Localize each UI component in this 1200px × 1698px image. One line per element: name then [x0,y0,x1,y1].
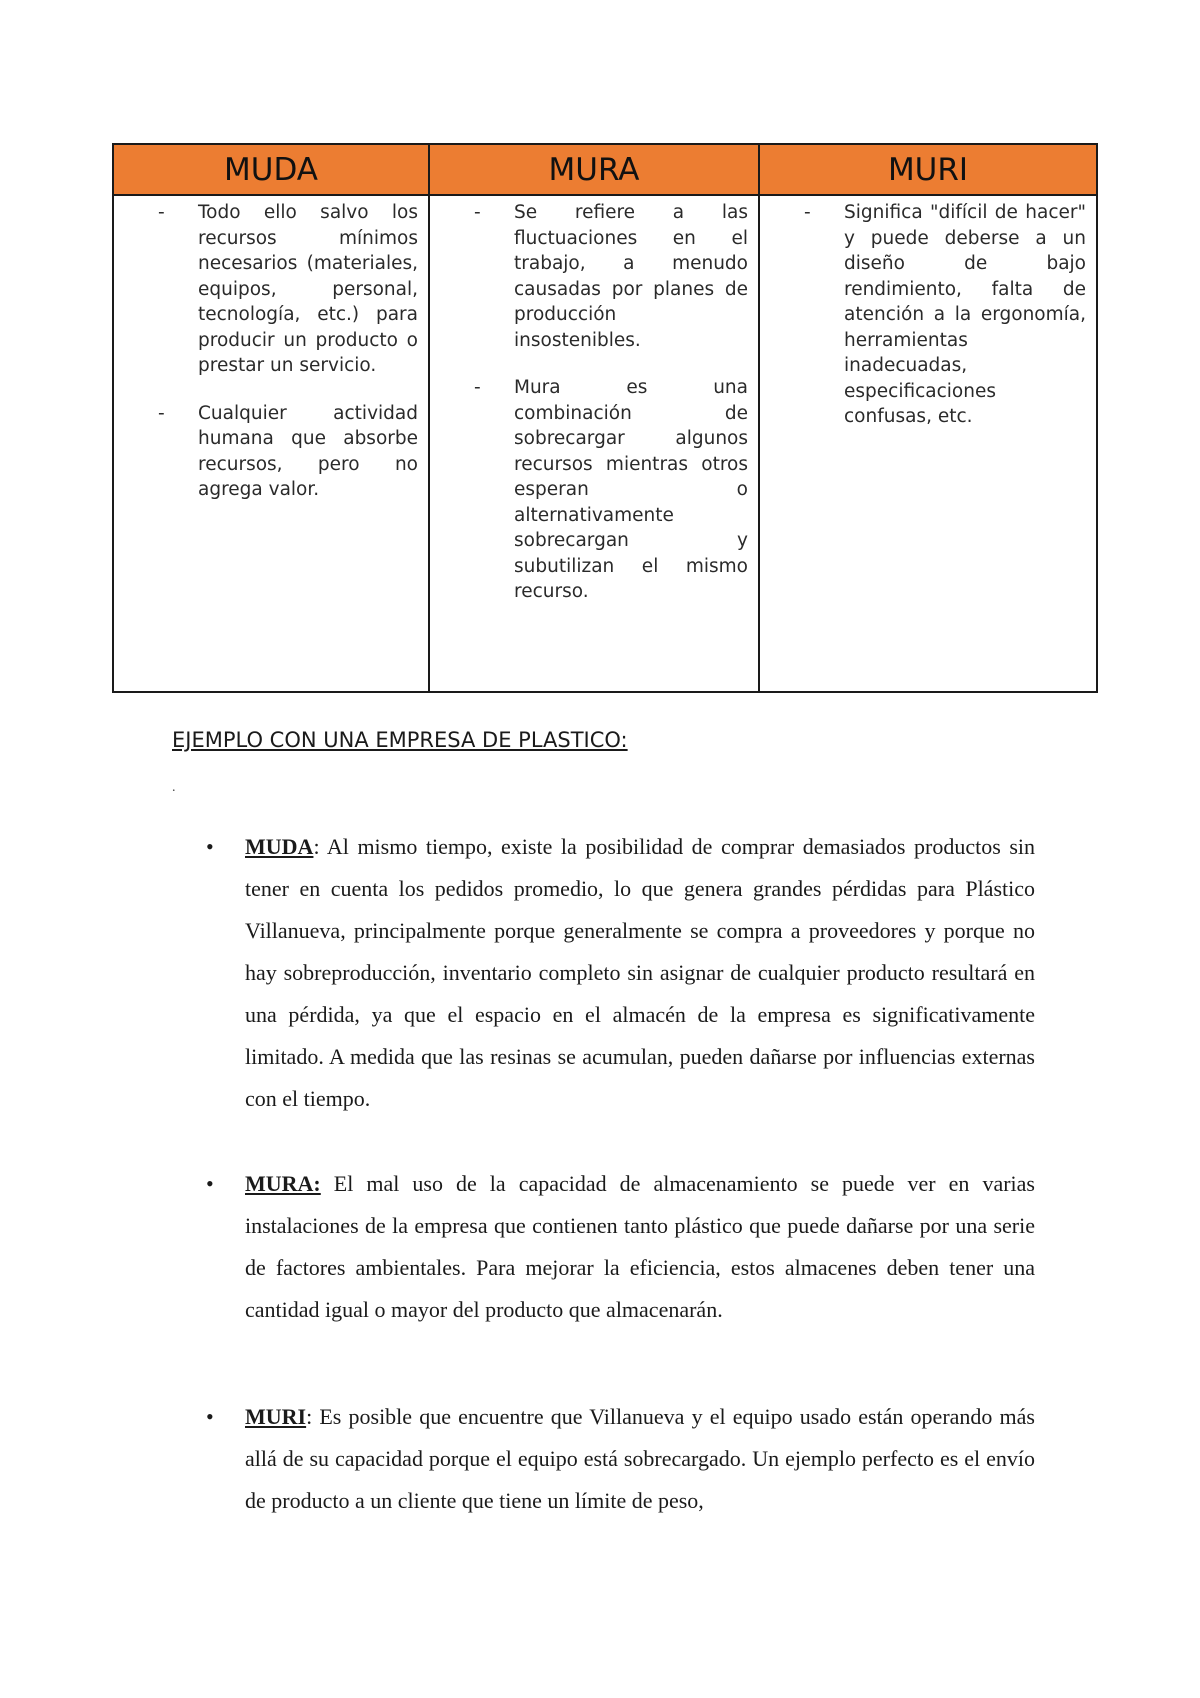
dash-marker: - [474,202,481,223]
list-item-text: Se refiere a las fluctuaciones en el trabajo, a menudo causadas por planes de producción insostenibles. [514,202,748,351]
header-muda: MUDA [113,144,429,195]
list-item [124,200,418,379]
muda-definition-list [124,200,418,503]
example-heading: EJEMPLO CON UNA EMPRESA DE PLASTICO: [172,728,628,752]
term-separator: : [313,834,320,859]
table-header-row [113,144,1097,195]
stray-dot: . [172,780,176,795]
header-muri: MURI [759,144,1097,195]
term-mura: MURA: [245,1171,321,1196]
list-item [440,375,748,605]
muda-mura-muri-table [112,143,1098,693]
dash-marker: - [474,377,481,398]
cell-muda [113,195,429,692]
bullet-icon: • [206,834,214,859]
list-item-text: Cualquier actividad humana que absorbe recursos, pero no agrega valor. [198,402,418,500]
list-item-text: Mura es una combinación de sobrecargar algunos recursos mientras otros esperan o alternativamente sobrecargan y subutilizan el mismo recurso. [514,377,748,602]
cell-muri [759,195,1097,692]
bullet-icon: • [206,1171,214,1196]
dash-marker: - [158,202,165,223]
muri-definition-list [770,200,1086,430]
example-paragraph-muri [206,1396,1035,1522]
example-paragraph-mura [206,1163,1035,1331]
header-mura: MURA [429,144,759,195]
paragraph-text: Al mismo tiempo, existe la posibilidad de comprar demasiados productos sin tener en cuenta los pedidos promedio, lo que genera grandes pérdidas para Plástico Villanueva, principalmente porque generalmente se compra a proveedores y porque no hay sobreproducción, inventario completo sin asignar de cualquier producto resultará en una pérdida, ya que el espacio en el almacén de la empresa es significativamente limitado. A medida que las resinas se acumulan, pueden dañarse por influencias externas con el tiempo. [245,834,1035,1111]
dash-marker: - [158,402,165,424]
dash-marker: - [804,202,811,223]
list-item-text: Todo ello salvo los recursos mínimos necesarios (materiales, equipos, personal, tecnología, etc.) para producir un producto o prestar un servicio. [198,202,418,376]
term-muda: MUDA [245,834,314,859]
list-item [440,200,748,353]
table-body-row [113,195,1097,692]
term-muri: MURI [245,1404,307,1429]
list-item [124,401,418,503]
cell-mura [429,195,759,692]
term-separator: : [306,1404,313,1429]
mura-definition-list [440,200,748,605]
list-item-text: Significa "difícil de hacer" y puede deberse a un diseño de bajo rendimiento, falta de atención a la ergonomía, herramientas inadecuadas, especificaciones confusas, etc. [844,202,1086,427]
example-paragraph-muda [206,826,1035,1120]
bullet-icon: • [206,1404,214,1429]
paragraph-text: Es posible que encuentre que Villanueva y el equipo usado están operando más allá de su capacidad porque el equipo está sobrecargado. Un ejemplo perfecto es el envío de producto a un cliente que tiene un límite de peso, [245,1404,1035,1513]
paragraph-text: El mal uso de la capacidad de almacenamiento se puede ver en varias instalaciones de la empresa que contienen tanto plástico que puede dañarse por una serie de factores ambientales. Para mejorar la eficiencia, estos almacenes deben tener una cantidad igual o mayor del producto que almacenarán. [245,1171,1035,1322]
list-item [770,200,1086,430]
